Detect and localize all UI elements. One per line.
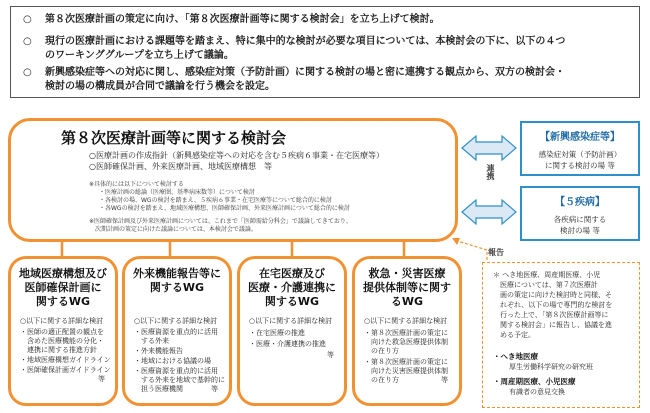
report-text: 関する検討会」に報告し、協議を進: [493, 321, 612, 329]
wg-item: ・医師の適正配置の観点を: [20, 328, 104, 336]
report-arrowhead-icon: [452, 238, 460, 245]
wg-title: 関するWG: [35, 295, 91, 308]
wg-item: 含めた医療機能の分化・: [20, 337, 104, 345]
side-box-line: に関する検討の場 等: [545, 161, 615, 170]
wg-title: 関するWG: [264, 295, 320, 308]
report-entry-head: ・周産期医療、小児医療: [493, 377, 576, 386]
council-detail: ・各WGの検討を踏まえ、地域医療構想、医師確保計画、外来医療計画について総合的に検討: [99, 205, 350, 212]
wg-title: 地域医療構想及び: [19, 267, 107, 280]
wg-item: 向けた災害医療提供体制: [364, 367, 448, 375]
bullet-text: 検討の場の構成員が合同で議論を行う機会を設定。: [45, 81, 275, 92]
wg-item: する外来を地域で基幹的に: [134, 376, 225, 384]
council-detail: ・各検討の場、WGの検討を踏まえ、５疾病６事業・在宅医療等について総合的に検討: [99, 197, 332, 204]
side-box-line: 各疾病に関する: [553, 215, 607, 224]
side-box-title: 【新興感染症等】: [540, 132, 620, 143]
side-box-diseases: [520, 186, 640, 241]
bullet-text: 第８次医療計画の策定に向け、「第８次医療計画等に関する検討会」を立ち上げて検討。: [45, 14, 440, 25]
wg-item: 担う医療機関 等: [134, 385, 218, 393]
bullet-mark: ○: [23, 14, 32, 25]
wg-title: るWG: [390, 295, 424, 308]
bullet-text: 新興感染症等への対応に関し、感染症対策（予防計画）に関する検討の場と密に連携する観点から、双方の検討会・: [45, 67, 565, 78]
report-text: れぞれ、以下の場で専門的な検討を: [493, 301, 613, 309]
wg-title: 医師確保計画に: [24, 281, 102, 294]
wg-item: ・医療資源を重点的に活用: [134, 367, 218, 375]
report-text: 行った上で、「第８次医療計画等に: [493, 311, 609, 319]
wg-title: 外来機能報告等に: [133, 267, 221, 280]
wg-item: の在り方: [364, 347, 399, 355]
council-box: [8, 118, 458, 242]
report-entry-sub: 有識者の意見交換: [509, 388, 565, 396]
side-box-infection: [520, 121, 640, 176]
wg-item: ○以下に関する詳細な検討: [249, 317, 333, 325]
bullet-text: のワーキンググループを立ち上げて議論。: [45, 50, 234, 61]
wg-item: 等: [320, 351, 334, 359]
council-line: ○医師確保計画、外来医療計画、地域医療構想 等: [89, 162, 272, 171]
council-detail: ※具体的には以下について検討する: [89, 181, 184, 188]
wg-item: 等: [91, 375, 105, 383]
wg-item: ・医師確保計画ガイドライン: [20, 366, 111, 374]
side-box-title: 【５疾病】: [555, 197, 605, 208]
wg-item: ・医療・介護連携の推進: [249, 340, 326, 348]
wg-item: ・医療資源を重点的に活用: [134, 328, 218, 336]
wg-item: ○以下に関する詳細な検討: [134, 317, 218, 325]
report-label: 報告: [488, 248, 504, 257]
wg-item: ・第８次医療計画の策定に: [364, 329, 448, 337]
wg-box-regional: [8, 256, 118, 406]
wg-item: ・地域医療構想ガイドライン: [20, 356, 111, 364]
wg-title: 医療・介護連携に: [248, 281, 336, 294]
report-entry-sub: 厚生労働科学研究の研究班: [509, 363, 593, 371]
wg-item: ・第８次医療計画の策定に: [364, 358, 448, 366]
wg-item: ・地域における協議の場: [134, 357, 211, 365]
wg-item: する外来: [134, 337, 169, 345]
wg-box-emergency: [352, 256, 462, 406]
double-arrow-icon: [462, 136, 516, 160]
side-box-line: 感染症対策（予防計画）: [538, 150, 622, 159]
wg-item: ・外来機能報告: [134, 347, 183, 355]
wg-title: 提供体制等に関す: [363, 281, 451, 294]
wg-box-outpatient: [122, 256, 232, 406]
council-note: 次期計画の策定に向けた議論については、本検討会で議論。: [89, 226, 257, 233]
wg-item: 向けた救急医療提供体制: [364, 338, 448, 346]
council-note: ※医師確保計画及び外来医療計画については、これまで「医師需給分科会」で議論してきており、: [89, 218, 352, 225]
link-label-text: 連携: [486, 164, 495, 180]
wg-title: 在宅医療及び: [259, 267, 325, 280]
report-text: 画の策定に向けた検討時と同様、そ: [493, 291, 612, 299]
report-text: ＊ へき地医療、周産期医療、小児: [493, 271, 601, 279]
bullet-text: 現行の医療計画における課題等を踏まえ、特に集中的な検討が必要な項目については、本検討会の下に、以下の４つ: [45, 36, 566, 47]
bullet-mark: ○: [23, 67, 32, 78]
wg-connector-lines: [62, 242, 404, 256]
double-arrow-icon: [462, 200, 516, 224]
wg-item: ○以下に関する詳細な検討: [364, 317, 448, 325]
report-entry-head: ・へき地医療: [493, 352, 538, 361]
wg-item: ・在宅医療の推進: [249, 329, 305, 337]
wg-title: 救急・災害医療: [368, 267, 446, 280]
wg-item: の在り方 等: [364, 376, 448, 384]
council-line: ○医療計画の作成指針（新興感染症等への対応を含む５疾病６事業・在宅医療等）: [89, 151, 384, 160]
wg-title: 関するWG: [149, 281, 205, 294]
wg-item: 連携に関する推進方針: [20, 346, 97, 354]
link-label: [485, 164, 495, 183]
wg-box-home-care: [237, 256, 347, 406]
side-box-line: 検討の場 等: [560, 226, 600, 235]
bullet-mark: ○: [23, 36, 32, 47]
report-box: [482, 262, 640, 408]
council-title: 第８次医療計画等に関する検討会: [61, 129, 287, 147]
report-text: める予定。: [493, 331, 535, 339]
report-text: 医療については、第７次医療計: [493, 281, 598, 289]
wg-item: ○以下に関する詳細な検討: [20, 317, 104, 325]
council-detail: ・医療計画の総論（医療圏、基準病床数等）について検討: [99, 189, 255, 196]
